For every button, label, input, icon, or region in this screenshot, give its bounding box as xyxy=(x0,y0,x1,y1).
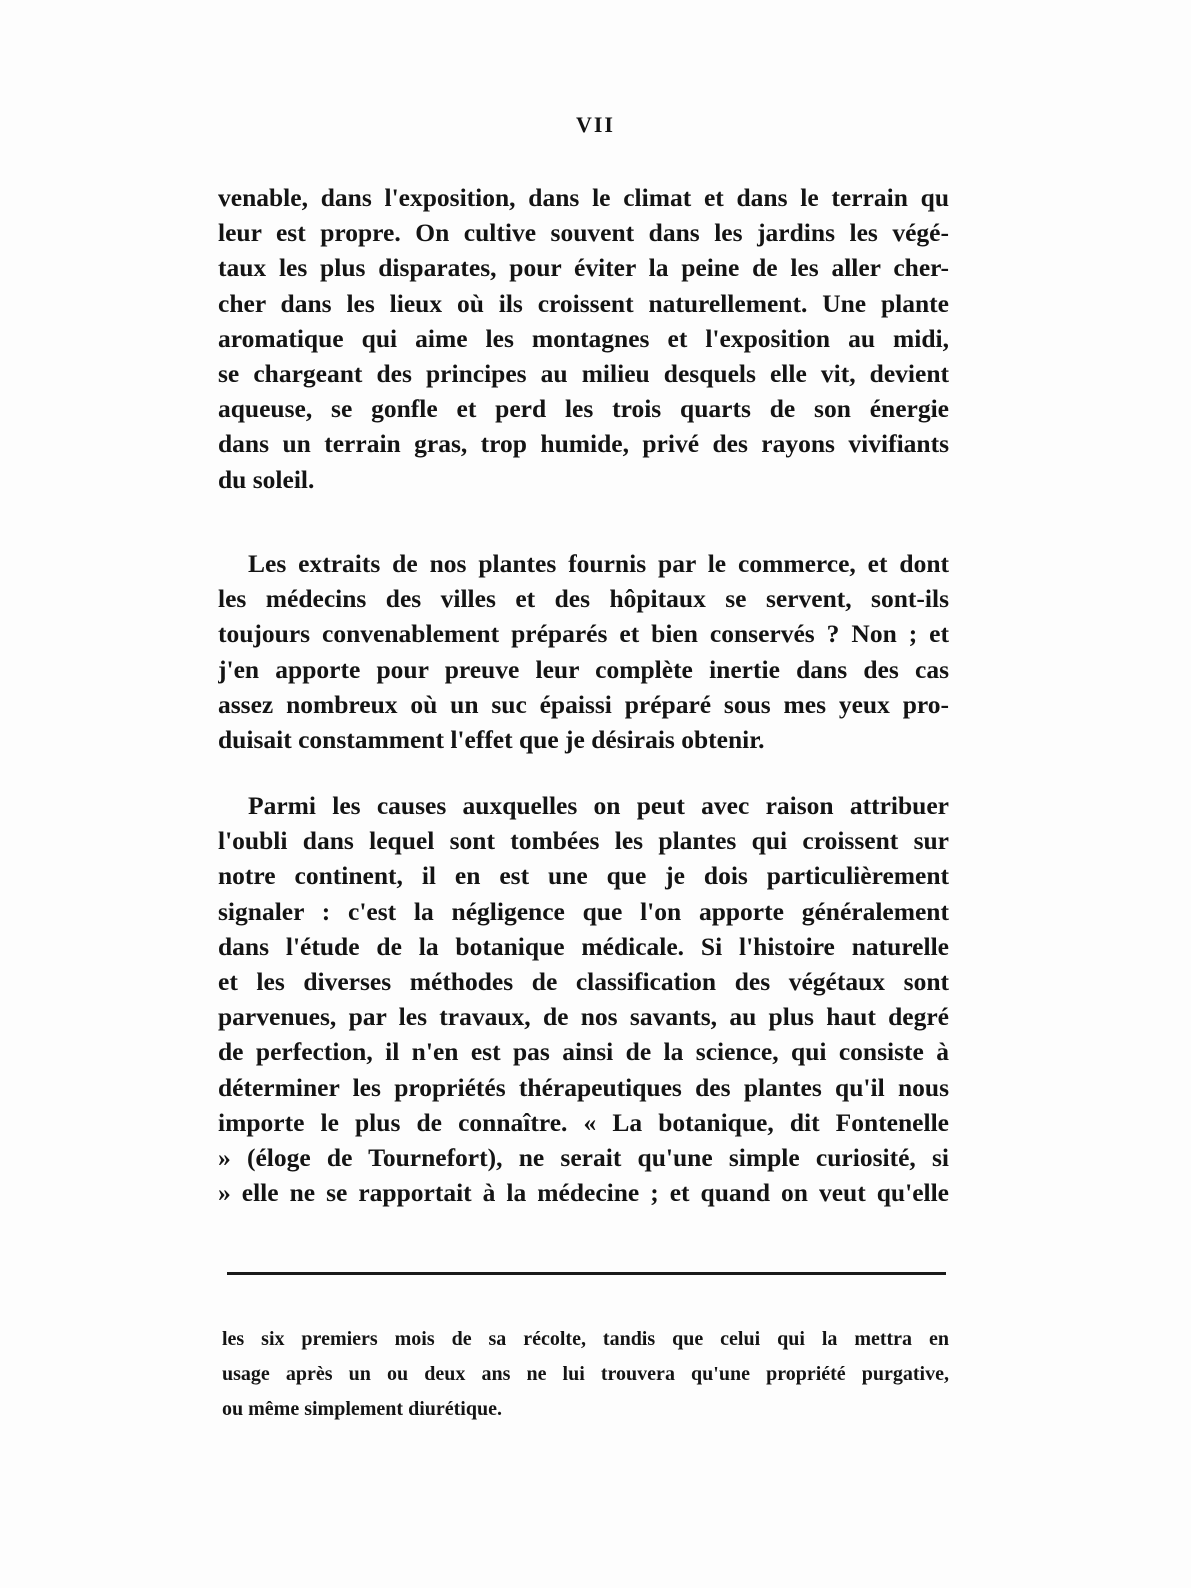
text-line: duisait constamment l'effet que je désirais obtenir. xyxy=(218,724,765,754)
text-line: importe le plus de connaître. « La botanique, dit Fontenelle xyxy=(218,1107,949,1137)
text-line: aromatique qui aime les montagnes et l'exposition au midi, xyxy=(218,323,949,353)
footnote-line: ou même simplement diurétique. xyxy=(222,1398,502,1420)
text-line: toujours convenablement préparés et bien conservés ? Non ; et xyxy=(218,619,949,649)
footnote-line: usage après un ou deux ans ne lui trouvera qu'une propriété purgative, xyxy=(222,1363,949,1385)
text-line: » (éloge de Tournefort), ne serait qu'une simple curiosité, si xyxy=(218,1142,949,1172)
paragraph-2 xyxy=(218,546,949,757)
text-line: Parmi les causes auxquelles on peut avec raison attribuer xyxy=(248,791,949,820)
text-line: signaler : c'est la négligence que l'on apporte généralement xyxy=(218,896,949,926)
text-line: venable, dans l'exposition, dans le climat et dans le terrain qu xyxy=(218,183,949,212)
text-line: leur est propre. On cultive souvent dans les jardins les végé- xyxy=(218,218,949,248)
text-line: dans l'étude de la botanique médicale. Si l'histoire naturelle xyxy=(218,931,949,961)
text-line: l'oubli dans lequel sont tombées les plantes qui croissent sur xyxy=(218,826,949,856)
text-line: de perfection, il n'en est pas ainsi de la science, qui consiste à xyxy=(218,1037,949,1067)
text-line: déterminer les propriétés thérapeutiques des plantes qu'il nous xyxy=(218,1072,949,1102)
footnote-line: les six premiers mois de sa récolte, tandis que celui qui la mettra en xyxy=(222,1328,949,1350)
text-line: aqueuse, se gonfle et perd les trois quarts de son énergie xyxy=(218,394,949,424)
text-line: les médecins des villes et des hôpitaux se servent, sont-ils xyxy=(218,584,949,614)
text-line: j'en apporte pour preuve leur complète inertie dans des cas xyxy=(218,654,949,684)
text-line: du soleil. xyxy=(218,464,315,494)
text-line: Les extraits de nos plantes fournis par le commerce, et dont xyxy=(248,549,949,578)
footnote xyxy=(222,1322,949,1427)
text-line: taux les plus disparates, pour éviter la peine de les aller cher- xyxy=(218,253,949,283)
text-line: cher dans les lieux où ils croissent naturellement. Une plante xyxy=(218,288,949,318)
page-number: VII xyxy=(575,112,615,137)
text-line: parvenues, par les travaux, de nos savants, au plus haut degré xyxy=(218,1002,949,1032)
text-line: dans un terrain gras, trop humide, privé des rayons vivifiants xyxy=(218,429,949,459)
paragraph-1 xyxy=(218,180,949,497)
text-line: » elle ne se rapportait à la médecine ; et quand on veut qu'elle xyxy=(218,1178,949,1208)
text-line: notre continent, il en est une que je dois particulièrement xyxy=(218,861,949,891)
text-line: se chargeant des principes au milieu desquels elle vit, devient xyxy=(218,358,949,388)
paragraph-3 xyxy=(218,788,949,1210)
text-line: assez nombreux où un suc épaissi préparé sous mes yeux pro- xyxy=(218,689,949,719)
footnote-divider xyxy=(227,1272,946,1275)
text-line: et les diverses méthodes de classification des végétaux sont xyxy=(218,966,949,996)
